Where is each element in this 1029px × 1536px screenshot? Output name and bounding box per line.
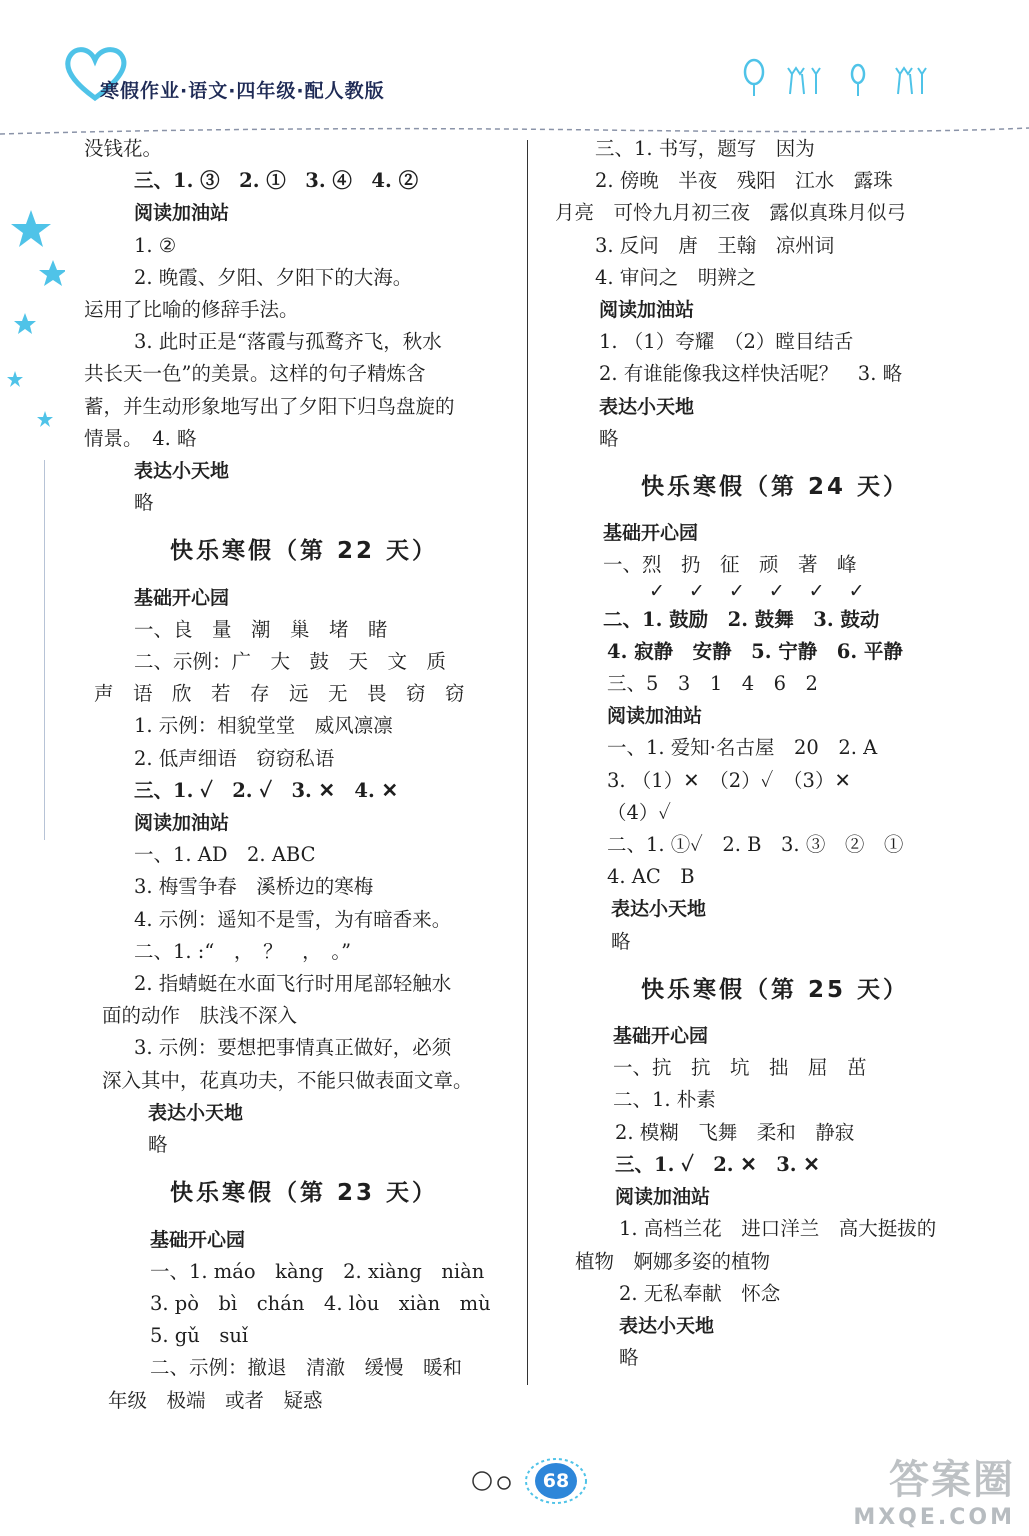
day-title: 快乐寒假（第 24 天） [640, 474, 910, 501]
section-heading: 阅读加油站 [599, 299, 695, 322]
answer-line: 二、示例：撤退 清澈 缓慢 暖和 [150, 1356, 463, 1380]
answer-line: 略 [134, 491, 154, 515]
answer-line: 面的动作 肤浅不深入 [102, 1004, 298, 1028]
answer-line: 2. 傍晚 半夜 残阳 江水 露珠 [595, 169, 893, 193]
column-divider [527, 140, 528, 1385]
day-title: 快乐寒假（第 22 天） [169, 538, 439, 565]
section-heading: 基础开心园 [134, 586, 230, 609]
page-header [0, 0, 1029, 140]
answer-line: 略 [599, 426, 619, 450]
answer-column-right [555, 133, 995, 1374]
answer-line: 2. 晚霞、夕阳、夕阳下的大海。 [134, 265, 413, 289]
section-heading: 表达小天地 [134, 460, 230, 483]
star-decoration-icon [5, 205, 65, 435]
answer-line: 没钱花。 [84, 137, 163, 160]
answer-line: 共长天一色”的美景。这样的句子精炼含 [84, 362, 426, 386]
book-title: 寒假作业·语文·四年级·配人教版 [100, 80, 385, 102]
answer-column-left [84, 133, 524, 1417]
section-heading: 阅读加油站 [615, 1186, 711, 1209]
answer-line: 二、1. 朴素 [613, 1088, 716, 1112]
answer-line: 2. 有谁能像我这样快活呢？ 3. 略 [599, 362, 903, 386]
answer-line: 二、1. 鼓励 2. 鼓舞 3. 鼓动 [603, 607, 880, 631]
answer-line: 5. gǔ suǐ [150, 1324, 249, 1348]
answer-line: 三、1. ✓ 2. ✓ 3. ✕ 4. ✕ [134, 778, 398, 802]
answer-line: 3. 此时正是“落霞与孤鹜齐飞，秋水 [134, 330, 442, 354]
section-heading: 阅读加油站 [134, 812, 230, 835]
section-heading: 表达小天地 [611, 898, 707, 921]
answer-line: （4）✓ [607, 800, 671, 824]
tulip-decoration-icon [740, 58, 940, 98]
answer-line: 二、示例：广 大 鼓 天 文 质 [134, 650, 447, 674]
answer-line: 三、1. ✓ 2. ✕ 3. ✕ [615, 1152, 820, 1176]
answer-line: 2. 低声细语 窃窃私语 [134, 746, 335, 770]
answer-line: 1. ② [134, 233, 177, 257]
answer-line: 3. （1）✕ （2）✓ （3）✕ [607, 768, 851, 792]
answer-line: 一、抗 抗 坑 拙 屈 茁 [613, 1056, 867, 1080]
answer-line: 2. 无私奉献 怀念 [619, 1281, 781, 1305]
answer-line: 略 [619, 1346, 639, 1370]
answer-line: 一、烈 扔 征 顽 著 峰 [603, 553, 857, 577]
answer-line: 一、1. 爱知·名古屋 20 2. A [607, 736, 878, 760]
answer-line: 略 [148, 1133, 168, 1157]
answer-line: 一、1. máo kàng 2. xiàng niàn [150, 1259, 485, 1283]
answer-line: 3. pò bì chán 4. lòu xiàn mù [150, 1291, 491, 1315]
answer-line: 年级 极端 或者 疑惑 [108, 1388, 323, 1412]
answer-line: 二、1. :“ ， ？ ， 。” [134, 939, 352, 963]
section-heading: 阅读加油站 [607, 705, 703, 728]
section-heading: 表达小天地 [148, 1101, 244, 1124]
answer-line: 3. 示例：要想把事情真正做好，必须 [134, 1036, 452, 1060]
section-heading: 基础开心园 [150, 1228, 246, 1251]
answer-line: 2. 模糊 飞舞 柔和 静寂 [615, 1120, 855, 1144]
day-title: 快乐寒假（第 25 天） [640, 976, 910, 1003]
page-number-decoration-icon [460, 1455, 600, 1515]
answer-line: 声 语 欣 若 存 远 无 畏 窃 窃 [94, 682, 465, 706]
watermark [853, 1448, 1015, 1530]
answer-line: 1. 示例：相貌堂堂 威风凛凛 [134, 714, 393, 738]
day-title: 快乐寒假（第 23 天） [169, 1180, 439, 1207]
answer-line: 一、良 量 潮 巢 堵 睹 [134, 617, 388, 641]
answer-line: 3. 梅雪争春 溪桥边的寒梅 [134, 875, 374, 899]
answer-line: 三、1. 书写，题写 因为 [595, 137, 815, 160]
section-heading: 表达小天地 [619, 1314, 715, 1337]
answer-line: 三、1. ③ 2. ① 3. ④ 4. ② [134, 169, 419, 193]
answer-line: 4. 寂静 安静 5. 宁静 6. 平静 [607, 639, 903, 663]
section-heading: 基础开心园 [613, 1025, 709, 1048]
watermark-url: MXQE.COM [853, 1505, 1015, 1530]
answer-line: 植物 婀娜多姿的植物 [575, 1249, 771, 1273]
watermark-text: 答案圈 [889, 1457, 1015, 1503]
margin-rule [44, 460, 45, 840]
answer-line: 蓄，并生动形象地写出了夕阳下归鸟盘旋的 [84, 394, 455, 418]
answer-line: 深入其中，花真功夫，不能只做表面文章。 [102, 1068, 473, 1092]
section-heading: 表达小天地 [599, 395, 695, 418]
answer-line: 二、1. ①✓ 2. B 3. ③ ② ① [607, 833, 904, 857]
answer-line: 1. 高档兰花 进口洋兰 高大挺拔的 [619, 1217, 937, 1241]
checkmarks-row: ✓✓✓✓✓✓ [649, 579, 889, 602]
section-heading: 阅读加油站 [134, 202, 230, 225]
answer-line: 2. 指蜻蜓在水面飞行时用尾部轻触水 [134, 972, 452, 996]
answer-line: 情景。 4. 略 [84, 426, 197, 450]
answer-line: 略 [611, 929, 631, 953]
answer-line: 1. （1）夸耀 （2）瞠目结舌 [599, 330, 854, 354]
answer-line: 运用了比喻的修辞手法。 [84, 298, 299, 322]
answer-line: 4. 审问之 明辨之 [595, 265, 757, 289]
section-heading: 基础开心园 [603, 522, 699, 545]
answer-line: 一、1. AD 2. ABC [134, 843, 316, 867]
answer-line: 三、5 3 1 4 6 2 [607, 672, 818, 696]
answer-line: 4. 示例：遥知不是雪，为有暗香来。 [134, 907, 452, 931]
answer-line: 4. AC B [607, 865, 695, 889]
answer-line: 3. 反问 唐 王翰 凉州词 [595, 233, 835, 257]
page-number: 68 [535, 1463, 577, 1499]
answer-line: 月亮 可怜九月初三夜 露似真珠月似弓 [555, 201, 907, 225]
